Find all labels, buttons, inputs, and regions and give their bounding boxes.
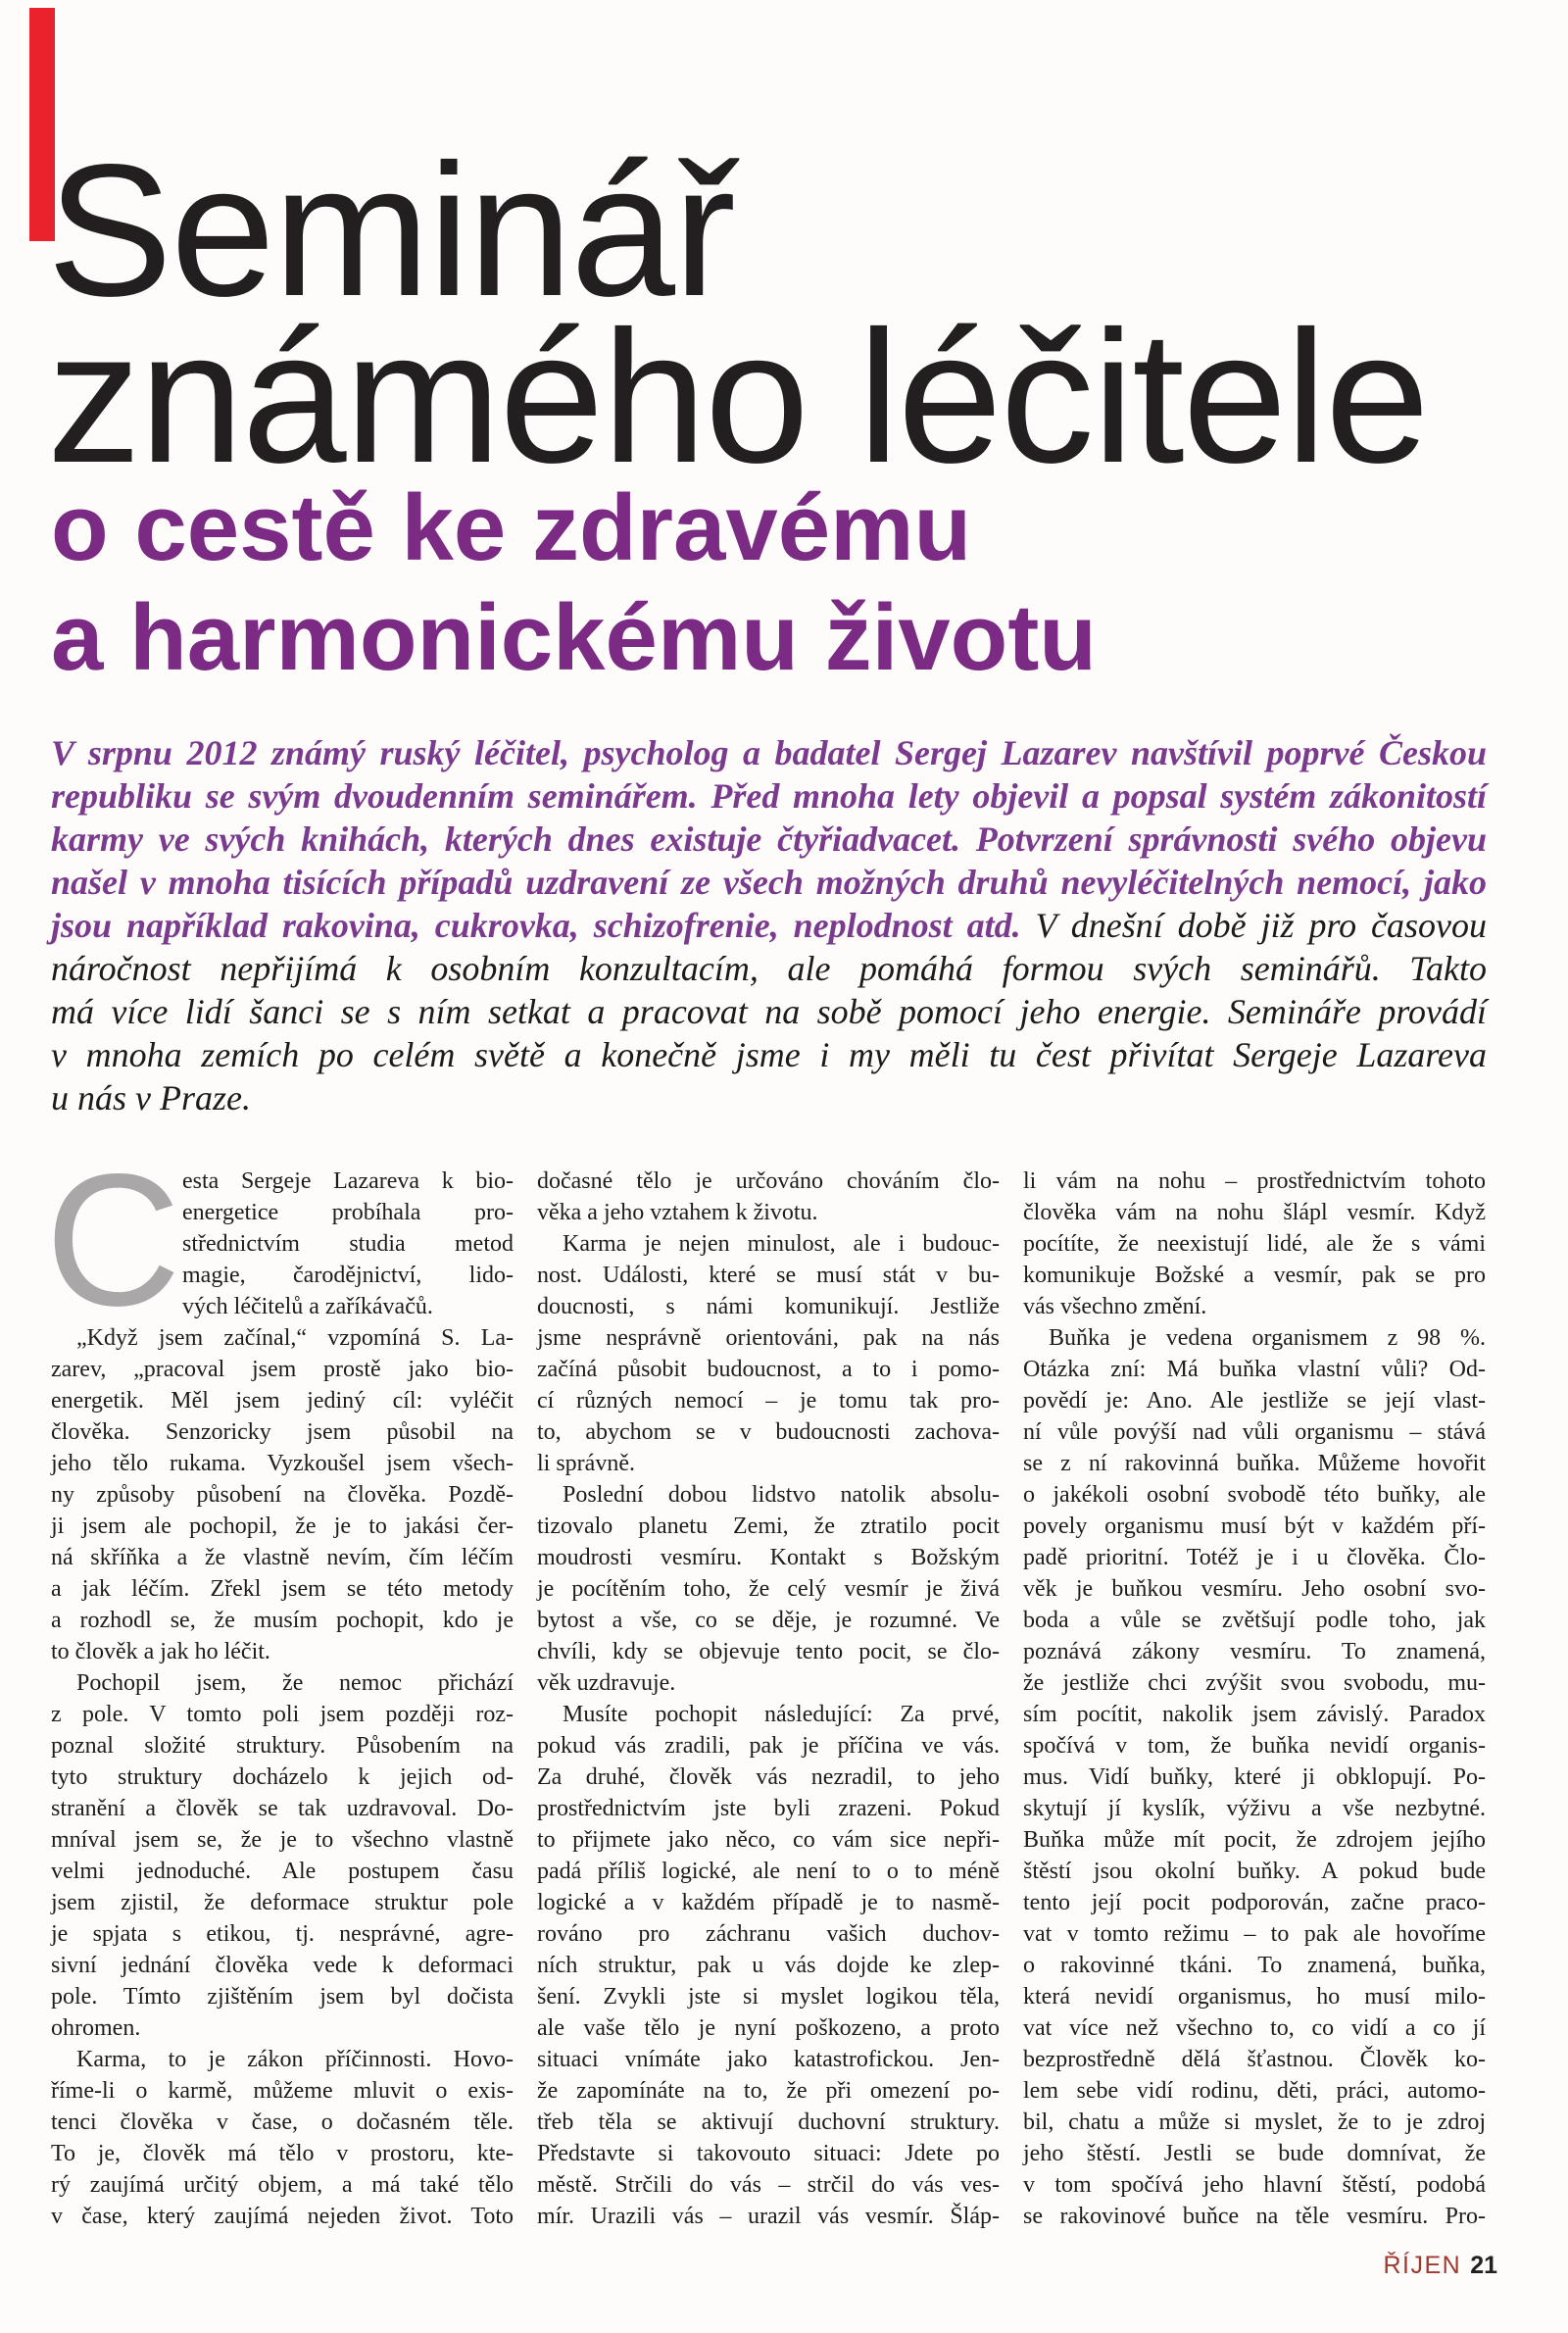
body-line: Za druhé, člověk vás nezradil, to jeho [537,1764,1000,1790]
body-line: střednictvím studia metod [182,1231,514,1257]
body-line: povely organismu musí být v každém pří- [1023,1514,1486,1539]
lead-line [51,861,1487,904]
lead-segment: v mnoha zemích po celém světě a konečně jsme i my měli tu čest přivítat Sergeje Lazareva [51,1035,1487,1074]
body-line: o jakékoli osobní svobodě této buňky, ale [1023,1482,1486,1508]
body-line: moudrosti vesmíru. Kontakt s Božským [537,1545,1000,1570]
lead-segment: našel v mnoha tisících případů uzdravení ze všech možných druhů nevyléčitelných nemocí, jako [51,863,1487,902]
body-line: lem sebe vidí rodinu, děti, práci, automo- [1023,2078,1486,2104]
body-line: cí různých nemocí – je tomu tak pro- [537,1388,1000,1414]
body-line: mír. Urazili vás – urazil vás vesmír. Šláp- [537,2204,1000,2229]
body-line: ale vaše tělo je nyní poškozeno, a proto [537,2015,1000,2041]
body-line: je spjata s etikou, tj. nesprávné, agre- [51,1921,514,1947]
body-line: rý zaujímá určitý objem, a má také tělo [51,2172,514,2198]
lead-line [51,904,1487,947]
body-line: Buňka je vedena organismem z 98 %. [1049,1325,1486,1351]
body-line: komunikuje Božské a vesmír, pak se pro [1023,1263,1486,1288]
body-line: Poslední dobou lidstvo natolik absolu- [563,1482,1000,1508]
lead-line [51,1033,1487,1076]
body-line: a jak léčím. Zřekl jsem se této metody [51,1576,514,1602]
body-line: v tom spočívá jeho hlavní štěstí, podobá [1023,2172,1486,2198]
body-line: vat v tomto režimu – to pak ale hovoříme [1023,1921,1486,1947]
body-line: pokud vás zradili, pak je příčina ve vás. [537,1733,1000,1759]
body-line: velmi jednoduché. Ale postupem času [51,1859,514,1884]
lead-line [51,947,1487,990]
body-line: to člověk a jak ho léčit. [51,1639,270,1664]
body-line: chvíli, kdy se objevuje tento pocit, se člo- [537,1639,1000,1664]
lead-paragraph [51,731,1487,1119]
body-line: „Když jsem začínal,“ vzpomíná S. La- [76,1325,514,1351]
body-line: ní vůle povýší nad vůli organismu – stává [1023,1419,1486,1445]
lead-line [51,818,1487,861]
body-line: o rakovinné tkáni. To znamená, buňka, [1023,1953,1486,1978]
body-line: z pole. V tomto poli jsem později roz- [51,1702,514,1727]
body-line: tizovalo planetu Zemi, že ztratilo pocit [537,1514,1000,1539]
body-line: situaci vnímáte jako katastrofickou. Jen- [537,2047,1000,2072]
lead-segment: jsou například rakovina, cukrovka, schizofrenie, neplodnost atd. [51,906,1021,945]
body-line: jsem zjistil, že deformace struktur pole [51,1890,514,1915]
lead-segment: V srpnu 2012 známý ruský léčitel, psycholog a badatel Sergej Lazarev navštívil poprvé Českou [51,733,1487,772]
body-line: padě prioritní. Totéž je i u člověka. Člo- [1023,1545,1486,1570]
body-line: sím pocítit, nakolik jsem závislý. Paradox [1023,1702,1486,1727]
body-line: sivní jednání člověka vede k deformaci [51,1953,514,1978]
body-column-3 [1023,1166,1486,2232]
body-line: poznává zákony vesmíru. To znamená, [1023,1639,1486,1664]
lead-line [51,774,1487,818]
body-line: rováno pro záchranu vašich duchov- [537,1921,1000,1947]
body-line: boda a vůle se zvětšují podle toho, jak [1023,1608,1486,1633]
body-line: nost. Události, které se musí stát v bu- [537,1263,1000,1288]
body-line: Karma je nejen minulost, ale i budouc- [563,1231,1000,1257]
body-line: třeb těla se aktivují duchovní struktury. [537,2110,1000,2135]
subtitle-line2: a harmonickému životu [51,585,1097,690]
body-line: vás všechno změní. [1023,1294,1207,1319]
lead-segment: V dnešní době již pro časovou [1020,906,1488,945]
body-line: v čase, který zaujímá nejeden život. Toto [51,2204,514,2229]
article-headline [47,124,1428,502]
body-line: Buňka může mít pocit, že zdrojem jejího [1023,1827,1486,1853]
body-line: logické a v každém případě je to nasmě- [537,1890,1000,1915]
body-line: vat více než všechno to, co vidí a co jí [1023,2015,1486,2041]
body-line: to přijmete jako něco, co vám sice nepři- [537,1827,1000,1853]
body-line: li správně. [537,1451,635,1476]
subtitle-line1: o cestě ke zdravému [51,475,972,580]
body-line: se z ní rakovinná buňka. Můžeme hovořit [1023,1451,1486,1476]
body-line: věka a jeho vztahem k životu. [537,1200,818,1225]
body-line: esta Sergeje Lazareva k bio- [182,1168,514,1194]
body-line: že jestliže chci zvýšit svou svobodu, mu- [1023,1670,1486,1696]
body-line: ji jsem ale pochopil, že je to jakási čer- [51,1514,514,1539]
folio-page-number: 21 [1470,2252,1497,2279]
body-line: padá příliš logické, ale není to o to méně [537,1859,1000,1884]
lead-line [51,1076,1487,1119]
lead-segment: u nás v Praze. [51,1078,251,1117]
lead-segment: karmy ve svých knihách, kterých dnes existuje čtyřiadvacet. Potvrzení správnosti svého objevu [51,819,1487,859]
headline-line1: Seminář [47,124,734,335]
body-line: energetik. Měl jsem jediný cíl: vyléčit [51,1388,514,1414]
body-line: šení. Zvykli jste si myslet logikou těla, [537,1984,1000,2010]
body-line: stranění a člověk se tak uzdravoval. Do- [51,1796,514,1821]
body-line: Karma, to je zákon příčinnosti. Hovo- [76,2047,514,2072]
body-line: je pocítěním toho, že celý vesmír je živá [537,1576,1000,1602]
body-line: tyto struktury docházelo k jejich od- [51,1764,514,1790]
body-line: jeho tělo rukama. Vyzkoušel jsem všech- [51,1451,514,1476]
body-line: poznal složité struktury. Působením na [51,1733,514,1759]
body-line: doucnosti, s námi komunikují. Jestliže [537,1294,1000,1319]
body-line: jeho štěstí. Jestli se bude domnívat, že [1023,2141,1486,2166]
body-line: spočívá v tom, že buňka nevidí organis- [1023,1733,1486,1759]
body-line: Musíte pochopit následující: Za prvé, [563,1702,1000,1727]
folio-month: ŘÍJEN [1383,2252,1462,2279]
body-line: ny způsoby působení na člověka. Pozdě- [51,1482,514,1508]
body-line: tenci člověka v čase, o dočasném těle. [51,2110,514,2135]
body-line: ná skříňka a že vlastně nevím, čím léčím [51,1545,514,1570]
lead-segment: republiku se svým dvoudenním seminářem. Před mnoha lety objevil a popsal systém zákonitostí [51,776,1487,816]
body-line: člověka vám na nohu šlápl vesmír. Když [1023,1200,1486,1225]
body-line: skytují jí kyslík, výživu a vše nezbytné. [1023,1796,1486,1821]
body-line: začíná působit budoucnost, a to i pomo- [537,1357,1000,1382]
body-line: zarev, „pracoval jsem prostě jako bio- [51,1357,514,1382]
body-line: člověka. Senzoricky jsem působil na [51,1419,514,1445]
body-line: městě. Strčili do vás – strčil do vás ves- [537,2172,1000,2198]
body-line: pocítíte, že neexistují lidé, ale že s vámi [1023,1231,1486,1257]
body-line: a rozhodl se, že musím pochopit, kdo je [51,1608,514,1633]
body-line: tento její pocit podporován, začne praco- [1023,1890,1486,1915]
body-line: vých léčitelů a zaříkávačů. [182,1294,433,1319]
body-column-1 [45,1134,514,2232]
body-line: to, abychom se v budoucnosti zachova- [537,1419,1000,1445]
lead-line [51,731,1487,774]
body-line: věk je buňkou vesmíru. Jeho osobní svo- [1023,1576,1486,1602]
body-line: To je, člověk má tělo v prostoru, kte- [51,2141,514,2166]
body-line: povědí je: Ano. Ale jestliže se její vlast- [1023,1388,1486,1414]
body-line: ohromen. [51,2015,141,2041]
body-line: která nevidí organismus, ho musí milo- [1023,1984,1486,2010]
body-line: pole. Tímto zjištěním jsem byl dočista [51,1984,514,2010]
body-line: prostřednictvím jste byli zrazeni. Pokud [537,1796,1000,1821]
body-line: dočasné tělo je určováno chováním člo- [537,1168,1000,1194]
body-line: mus. Vidí buňky, které ji obklopují. Po- [1023,1764,1486,1790]
page-folio [1383,2252,1497,2280]
body-line: Pochopil jsem, že nemoc přichází [76,1670,514,1696]
lead-line [51,990,1487,1033]
lead-segment: má více lidí šanci se s ním setkat a pracovat na sobě pomocí jeho energie. Semináře provádí [51,992,1487,1031]
body-line: ních struktur, pak u vás dojde ke zlep- [537,1953,1000,1978]
body-line: mníval jsem se, že je to všechno vlastně [51,1827,514,1853]
body-line: štěstí jsou okolní buňky. A pokud bude [1023,1859,1486,1884]
body-column-2 [537,1166,1000,2232]
article-subtitle [51,473,1097,693]
headline-line2: známého léčitele [47,291,1428,502]
body-line: bezprostředně dělá šťastnou. Člověk ko- [1023,2047,1486,2072]
body-line: říme-li o karmě, můžeme mluvit o exis- [51,2078,514,2104]
body-line: bil, chatu a může si myslet, že to je zdroj [1023,2110,1486,2135]
lead-segment: náročnost nepřijímá k osobním konzultacím, ale pomáhá formou svých seminářů. Takto [51,949,1487,988]
drop-cap: C [45,1134,181,1345]
body-columns [45,1134,1486,2232]
body-line: bytost a vše, co se děje, je rozumné. Ve [537,1608,1000,1633]
body-line: se rakovinové buňce na těle vesmíru. Pro- [1023,2204,1486,2229]
body-line: Otázka zní: Má buňka vlastní vůli? Od- [1023,1357,1486,1382]
body-line: li vám na nohu – prostřednictvím tohoto [1023,1168,1486,1194]
body-line: že zapomínáte na to, že při omezení po- [537,2078,1000,2104]
body-line: Představte si takovouto situaci: Jdete po [537,2141,1000,2166]
body-line: energetice probíhala pro- [182,1200,514,1225]
body-line: jsme nesprávně orientováni, pak na nás [537,1325,1000,1351]
body-line: věk uzdravuje. [537,1670,676,1696]
body-line: magie, čarodějnictví, lido- [182,1263,514,1288]
